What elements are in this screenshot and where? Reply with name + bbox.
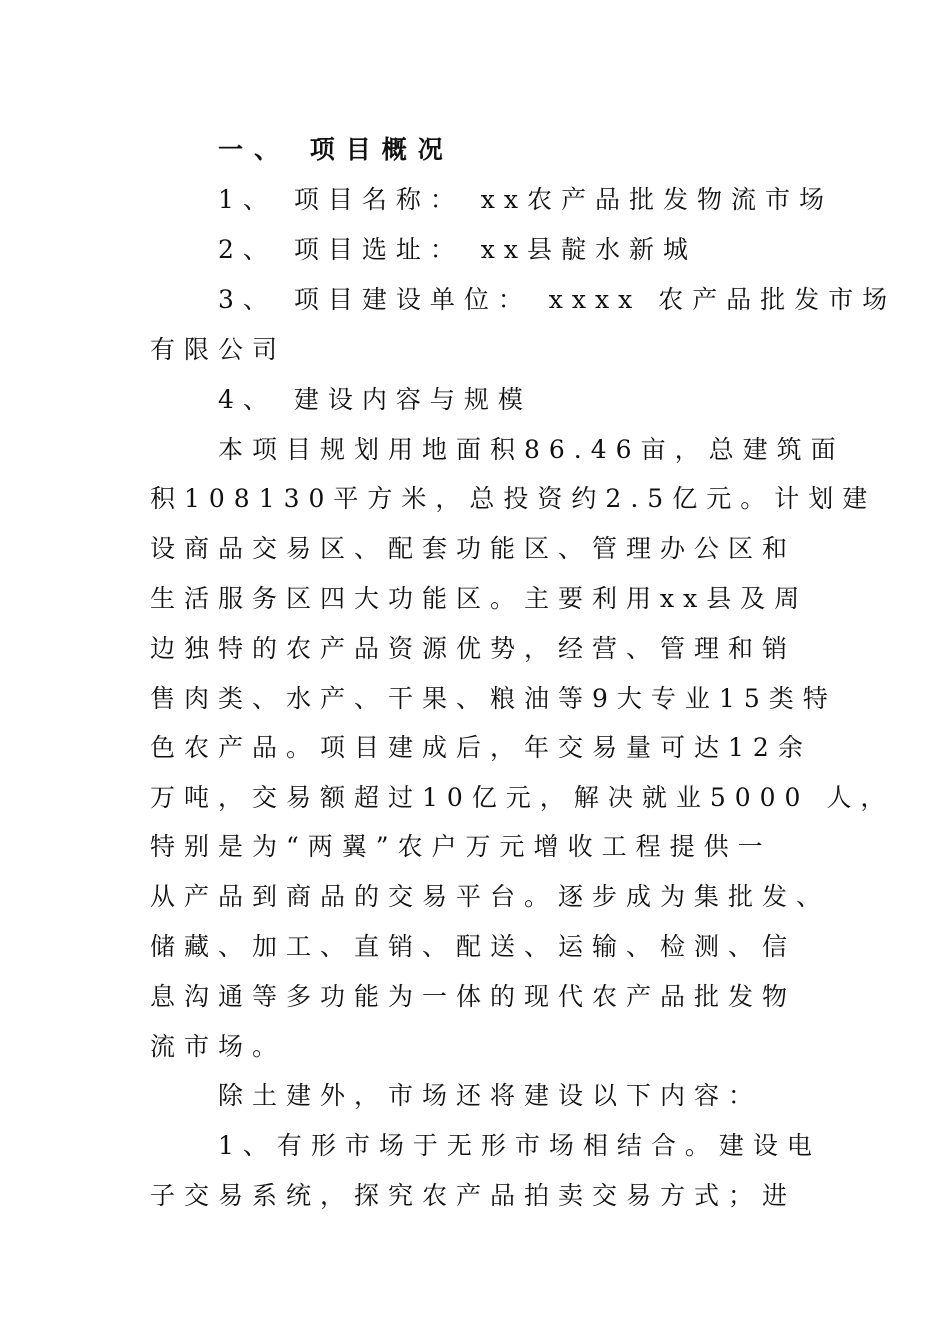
extra-item-line: 1、有形市场于无形市场相结合。建设电: [218, 1131, 821, 1160]
item-project-location: 2、 项目选址： xx县靛水新城: [218, 235, 697, 264]
body-line: 边独特的农产品资源优势，经营、管理和销: [150, 634, 797, 663]
body-line: 特别是为“两翼”农户万元增收工程提供一: [150, 832, 772, 861]
extra-intro: 除土建外，市场还将建设以下内容：: [218, 1081, 763, 1110]
body-line: 储藏、加工、直销、配送、运输、检测、信: [150, 932, 797, 961]
body-line: 色农产品。项目建成后，年交易量可达12余: [150, 733, 812, 762]
body-line: 设商品交易区、配套功能区、管理办公区和: [150, 534, 797, 563]
body-line: 息沟通等多功能为一体的现代农产品批发物: [150, 982, 797, 1011]
item-project-name: 1、 项目名称： xx农产品批发物流市场: [218, 185, 833, 214]
item-construction-scope: 4、 建设内容与规模: [218, 385, 532, 414]
body-line: 积108130平方米，总投资约2.5亿元。计划建: [150, 484, 877, 513]
body-line: 流市场。: [150, 1032, 287, 1061]
body-line: 售肉类、水产、干果、粮油等9大专业15类特: [150, 684, 837, 713]
extra-item-line: 子交易系统，探究农产品拍卖交易方式；进: [150, 1181, 797, 1210]
item-project-builder-cont: 有限公司: [150, 335, 287, 364]
body-line: 本项目规划用地面积86.46亩，总建筑面: [218, 435, 845, 464]
body-line: 生活服务区四大功能区。主要利用xx县及周: [150, 584, 809, 613]
section-heading: 一、 项目概况: [218, 135, 454, 164]
item-project-builder: 3、 项目建设单位： xxxx 农产品批发市场: [218, 285, 897, 314]
body-line: 从产品到商品的交易平台。逐步成为集批发、: [150, 882, 831, 911]
body-line: 万吨，交易额超过10亿元，解决就业5000 人，: [150, 783, 895, 812]
